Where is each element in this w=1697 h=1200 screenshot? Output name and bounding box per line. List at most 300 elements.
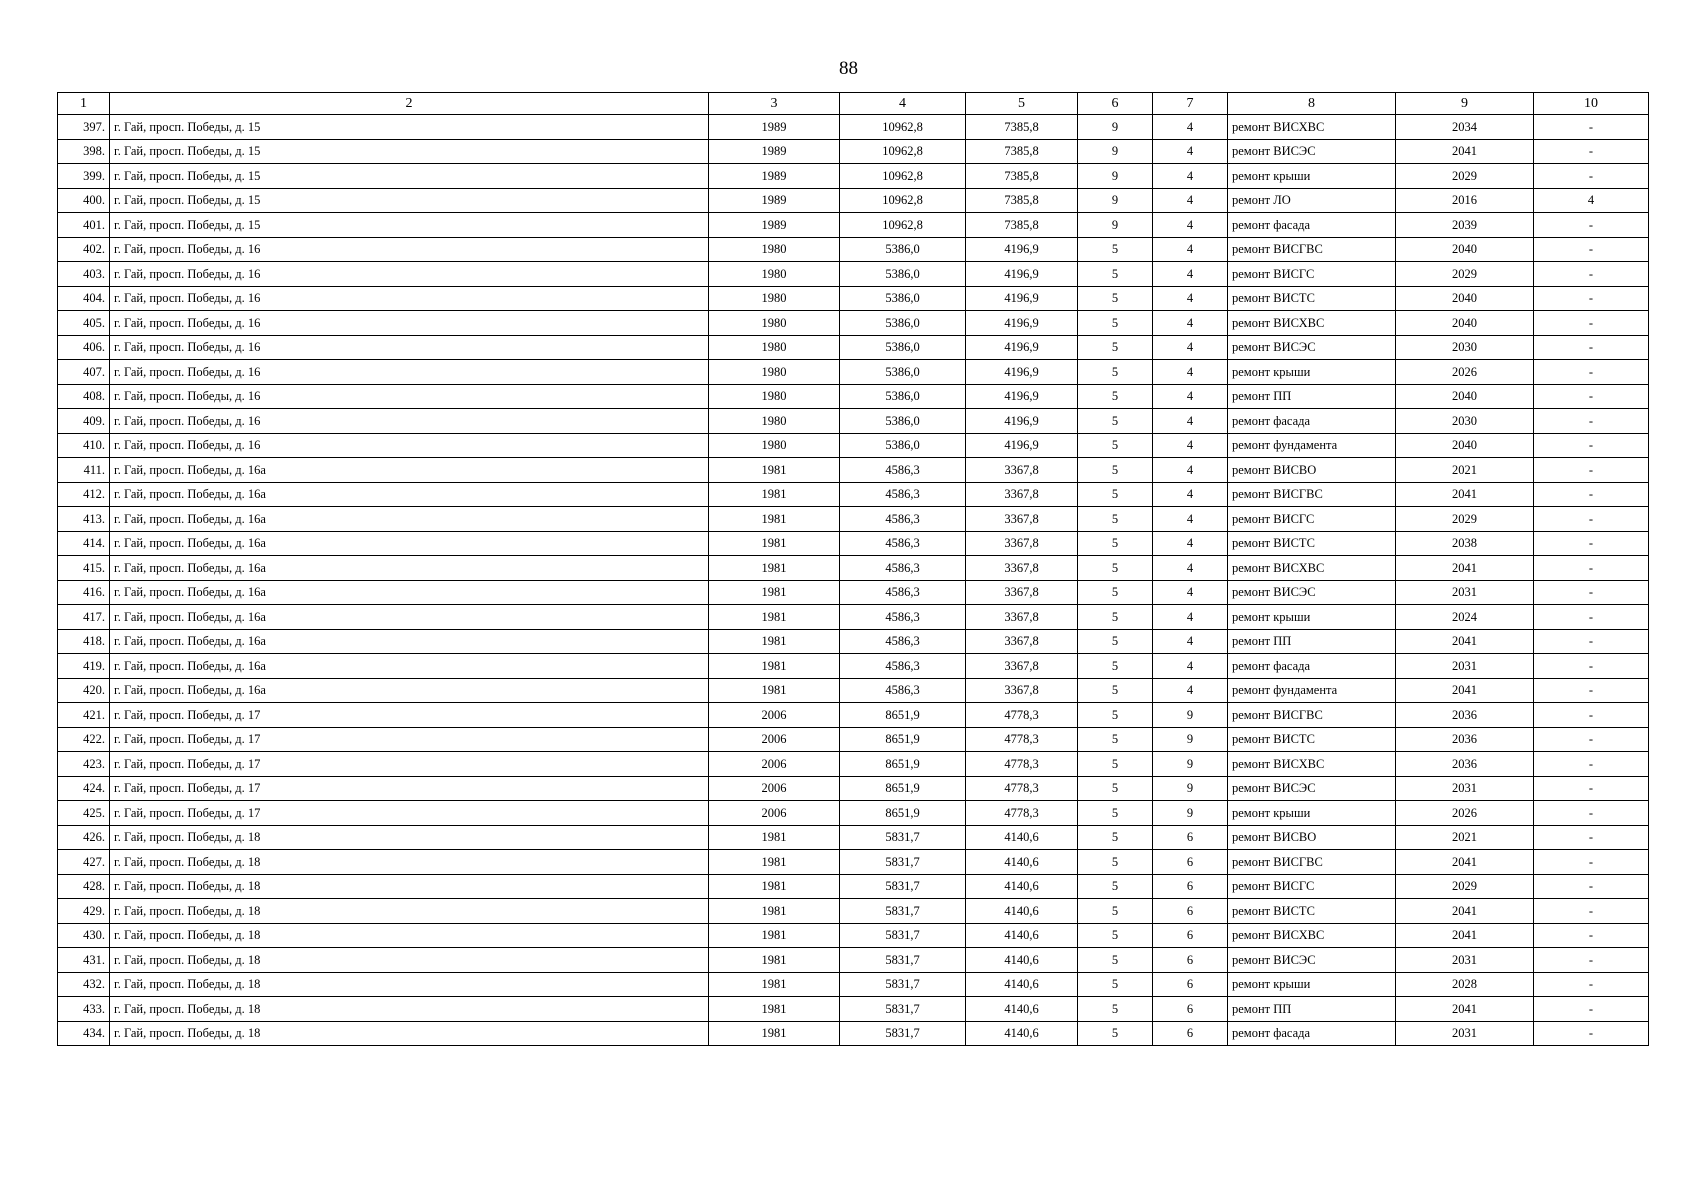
floors-cell: 9 <box>1078 139 1153 164</box>
work-type-cell: ремонт ПП <box>1228 629 1396 654</box>
planned-year-cell: 2031 <box>1396 580 1534 605</box>
year-cell: 1981 <box>709 997 840 1022</box>
living-area-cell: 3367,8 <box>966 531 1078 556</box>
note-cell: - <box>1534 825 1649 850</box>
note-cell: - <box>1534 482 1649 507</box>
entrances-cell: 4 <box>1153 409 1228 434</box>
address-cell: г. Гай, просп. Победы, д. 16а <box>110 654 709 679</box>
entrances-cell: 4 <box>1153 654 1228 679</box>
table-row <box>58 164 1649 189</box>
table-row <box>58 972 1649 997</box>
entrances-cell: 4 <box>1153 139 1228 164</box>
living-area-cell: 4140,6 <box>966 825 1078 850</box>
table-row <box>58 801 1649 826</box>
table-row <box>58 703 1649 728</box>
floors-cell: 5 <box>1078 923 1153 948</box>
address-cell: г. Гай, просп. Победы, д. 17 <box>110 776 709 801</box>
work-type-cell: ремонт ВИСГВС <box>1228 850 1396 875</box>
address-cell: г. Гай, просп. Победы, д. 18 <box>110 923 709 948</box>
living-area-cell: 4778,3 <box>966 727 1078 752</box>
entrances-cell: 4 <box>1153 237 1228 262</box>
work-type-cell: ремонт ВИСГС <box>1228 507 1396 532</box>
floors-cell: 5 <box>1078 458 1153 483</box>
floors-cell: 5 <box>1078 899 1153 924</box>
total-area-cell: 4586,3 <box>840 458 966 483</box>
year-cell: 1981 <box>709 678 840 703</box>
address-cell: г. Гай, просп. Победы, д. 16а <box>110 458 709 483</box>
row-number-cell: 418. <box>58 629 110 654</box>
note-cell: - <box>1534 115 1649 140</box>
total-area-cell: 8651,9 <box>840 703 966 728</box>
entrances-cell: 4 <box>1153 629 1228 654</box>
floors-cell: 5 <box>1078 850 1153 875</box>
work-type-cell: ремонт ВИСТС <box>1228 899 1396 924</box>
address-cell: г. Гай, просп. Победы, д. 16а <box>110 556 709 581</box>
year-cell: 1981 <box>709 948 840 973</box>
note-cell: - <box>1534 237 1649 262</box>
year-cell: 1980 <box>709 262 840 287</box>
planned-year-cell: 2041 <box>1396 482 1534 507</box>
living-area-cell: 4140,6 <box>966 972 1078 997</box>
note-cell: - <box>1534 311 1649 336</box>
work-type-cell: ремонт ВИСГВС <box>1228 237 1396 262</box>
note-cell: - <box>1534 801 1649 826</box>
floors-cell: 9 <box>1078 213 1153 238</box>
planned-year-cell: 2031 <box>1396 776 1534 801</box>
entrances-cell: 6 <box>1153 948 1228 973</box>
total-area-cell: 5831,7 <box>840 899 966 924</box>
total-area-cell: 4586,3 <box>840 605 966 630</box>
address-cell: г. Гай, просп. Победы, д. 16а <box>110 507 709 532</box>
entrances-cell: 6 <box>1153 997 1228 1022</box>
row-number-cell: 424. <box>58 776 110 801</box>
year-cell: 1981 <box>709 556 840 581</box>
year-cell: 2006 <box>709 752 840 777</box>
note-cell: - <box>1534 850 1649 875</box>
year-cell: 1981 <box>709 654 840 679</box>
address-cell: г. Гай, просп. Победы, д. 18 <box>110 850 709 875</box>
work-type-cell: ремонт ВИСХВС <box>1228 311 1396 336</box>
address-cell: г. Гай, просп. Победы, д. 16 <box>110 335 709 360</box>
year-cell: 1981 <box>709 825 840 850</box>
total-area-cell: 4586,3 <box>840 507 966 532</box>
note-cell: - <box>1534 703 1649 728</box>
address-cell: г. Гай, просп. Победы, д. 17 <box>110 752 709 777</box>
work-type-cell: ремонт фундамента <box>1228 678 1396 703</box>
entrances-cell: 4 <box>1153 188 1228 213</box>
floors-cell: 5 <box>1078 727 1153 752</box>
year-cell: 1980 <box>709 335 840 360</box>
floors-cell: 5 <box>1078 482 1153 507</box>
table-row <box>58 335 1649 360</box>
living-area-cell: 4778,3 <box>966 752 1078 777</box>
total-area-cell: 5831,7 <box>840 948 966 973</box>
living-area-cell: 4140,6 <box>966 899 1078 924</box>
row-number-cell: 399. <box>58 164 110 189</box>
floors-cell: 5 <box>1078 507 1153 532</box>
note-cell: - <box>1534 507 1649 532</box>
note-cell: - <box>1534 286 1649 311</box>
year-cell: 1980 <box>709 409 840 434</box>
planned-year-cell: 2041 <box>1396 556 1534 581</box>
address-cell: г. Гай, просп. Победы, д. 17 <box>110 801 709 826</box>
table-body <box>58 93 1649 1046</box>
address-cell: г. Гай, просп. Победы, д. 16 <box>110 433 709 458</box>
note-cell: - <box>1534 384 1649 409</box>
planned-year-cell: 2040 <box>1396 433 1534 458</box>
note-cell: - <box>1534 948 1649 973</box>
table-row <box>58 654 1649 679</box>
planned-year-cell: 2031 <box>1396 654 1534 679</box>
work-type-cell: ремонт ВИСГС <box>1228 874 1396 899</box>
work-type-cell: ремонт ВИСХВС <box>1228 752 1396 777</box>
work-type-cell: ремонт фасада <box>1228 213 1396 238</box>
entrances-cell: 4 <box>1153 605 1228 630</box>
living-area-cell: 4778,3 <box>966 801 1078 826</box>
note-cell: - <box>1534 213 1649 238</box>
note-cell: - <box>1534 629 1649 654</box>
year-cell: 1989 <box>709 115 840 140</box>
table-row <box>58 115 1649 140</box>
planned-year-cell: 2016 <box>1396 188 1534 213</box>
living-area-cell: 4140,6 <box>966 850 1078 875</box>
planned-year-cell: 2029 <box>1396 262 1534 287</box>
year-cell: 1981 <box>709 458 840 483</box>
row-number-cell: 428. <box>58 874 110 899</box>
living-area-cell: 7385,8 <box>966 213 1078 238</box>
total-area-cell: 10962,8 <box>840 139 966 164</box>
address-cell: г. Гай, просп. Победы, д. 16а <box>110 678 709 703</box>
header-cell: 9 <box>1396 93 1534 115</box>
planned-year-cell: 2040 <box>1396 237 1534 262</box>
year-cell: 1981 <box>709 482 840 507</box>
table-row <box>58 311 1649 336</box>
entrances-cell: 4 <box>1153 433 1228 458</box>
floors-cell: 9 <box>1078 164 1153 189</box>
floors-cell: 5 <box>1078 1021 1153 1046</box>
address-cell: г. Гай, просп. Победы, д. 16а <box>110 580 709 605</box>
year-cell: 1980 <box>709 311 840 336</box>
total-area-cell: 5386,0 <box>840 409 966 434</box>
floors-cell: 5 <box>1078 311 1153 336</box>
row-number-cell: 422. <box>58 727 110 752</box>
work-type-cell: ремонт фундамента <box>1228 433 1396 458</box>
table-row <box>58 850 1649 875</box>
year-cell: 2006 <box>709 703 840 728</box>
total-area-cell: 5386,0 <box>840 311 966 336</box>
address-cell: г. Гай, просп. Победы, д. 16 <box>110 237 709 262</box>
note-cell: - <box>1534 262 1649 287</box>
table-row <box>58 556 1649 581</box>
work-type-cell: ремонт крыши <box>1228 360 1396 385</box>
entrances-cell: 6 <box>1153 923 1228 948</box>
table-row <box>58 139 1649 164</box>
table-row <box>58 776 1649 801</box>
header-cell: 2 <box>110 93 709 115</box>
table-row <box>58 948 1649 973</box>
table-row <box>58 433 1649 458</box>
row-number-cell: 423. <box>58 752 110 777</box>
floors-cell: 5 <box>1078 360 1153 385</box>
work-type-cell: ремонт ВИСГС <box>1228 262 1396 287</box>
work-type-cell: ремонт ВИСЭС <box>1228 580 1396 605</box>
address-cell: г. Гай, просп. Победы, д. 16а <box>110 531 709 556</box>
floors-cell: 5 <box>1078 409 1153 434</box>
entrances-cell: 6 <box>1153 972 1228 997</box>
total-area-cell: 8651,9 <box>840 727 966 752</box>
entrances-cell: 9 <box>1153 801 1228 826</box>
year-cell: 2006 <box>709 776 840 801</box>
living-area-cell: 4196,9 <box>966 311 1078 336</box>
floors-cell: 5 <box>1078 678 1153 703</box>
note-cell: - <box>1534 752 1649 777</box>
address-cell: г. Гай, просп. Победы, д. 16 <box>110 409 709 434</box>
living-area-cell: 7385,8 <box>966 139 1078 164</box>
living-area-cell: 3367,8 <box>966 458 1078 483</box>
total-area-cell: 5386,0 <box>840 384 966 409</box>
entrances-cell: 4 <box>1153 360 1228 385</box>
floors-cell: 5 <box>1078 654 1153 679</box>
row-number-cell: 402. <box>58 237 110 262</box>
living-area-cell: 4196,9 <box>966 433 1078 458</box>
entrances-cell: 9 <box>1153 752 1228 777</box>
year-cell: 1981 <box>709 1021 840 1046</box>
table-row <box>58 825 1649 850</box>
row-number-cell: 413. <box>58 507 110 532</box>
address-cell: г. Гай, просп. Победы, д. 18 <box>110 948 709 973</box>
total-area-cell: 5831,7 <box>840 1021 966 1046</box>
living-area-cell: 4196,9 <box>966 335 1078 360</box>
address-cell: г. Гай, просп. Победы, д. 15 <box>110 164 709 189</box>
row-number-cell: 398. <box>58 139 110 164</box>
header-cell: 1 <box>58 93 110 115</box>
address-cell: г. Гай, просп. Победы, д. 16 <box>110 384 709 409</box>
living-area-cell: 7385,8 <box>966 188 1078 213</box>
row-number-cell: 419. <box>58 654 110 679</box>
address-cell: г. Гай, просп. Победы, д. 15 <box>110 188 709 213</box>
row-number-cell: 409. <box>58 409 110 434</box>
row-number-cell: 408. <box>58 384 110 409</box>
table-row <box>58 507 1649 532</box>
table-row <box>58 384 1649 409</box>
planned-year-cell: 2038 <box>1396 531 1534 556</box>
total-area-cell: 5831,7 <box>840 825 966 850</box>
work-type-cell: ремонт ВИСЭС <box>1228 776 1396 801</box>
year-cell: 1989 <box>709 164 840 189</box>
table-row <box>58 629 1649 654</box>
row-number-cell: 415. <box>58 556 110 581</box>
address-cell: г. Гай, просп. Победы, д. 18 <box>110 825 709 850</box>
living-area-cell: 3367,8 <box>966 654 1078 679</box>
year-cell: 2006 <box>709 801 840 826</box>
floors-cell: 5 <box>1078 874 1153 899</box>
floors-cell: 5 <box>1078 580 1153 605</box>
living-area-cell: 7385,8 <box>966 164 1078 189</box>
total-area-cell: 4586,3 <box>840 531 966 556</box>
page-number: 88 <box>839 58 858 79</box>
note-cell: - <box>1534 605 1649 630</box>
note-cell: - <box>1534 458 1649 483</box>
row-number-cell: 417. <box>58 605 110 630</box>
address-cell: г. Гай, просп. Победы, д. 18 <box>110 972 709 997</box>
floors-cell: 5 <box>1078 752 1153 777</box>
total-area-cell: 10962,8 <box>840 213 966 238</box>
entrances-cell: 4 <box>1153 531 1228 556</box>
entrances-cell: 4 <box>1153 115 1228 140</box>
living-area-cell: 3367,8 <box>966 678 1078 703</box>
living-area-cell: 7385,8 <box>966 115 1078 140</box>
entrances-cell: 4 <box>1153 678 1228 703</box>
note-cell: - <box>1534 580 1649 605</box>
living-area-cell: 4196,9 <box>966 360 1078 385</box>
row-number-cell: 427. <box>58 850 110 875</box>
year-cell: 1981 <box>709 531 840 556</box>
table-row <box>58 262 1649 287</box>
table-row <box>58 286 1649 311</box>
table-row <box>58 678 1649 703</box>
total-area-cell: 5831,7 <box>840 997 966 1022</box>
row-number-cell: 426. <box>58 825 110 850</box>
year-cell: 1980 <box>709 433 840 458</box>
address-cell: г. Гай, просп. Победы, д. 16а <box>110 605 709 630</box>
entrances-cell: 6 <box>1153 899 1228 924</box>
table-row <box>58 213 1649 238</box>
total-area-cell: 5831,7 <box>840 874 966 899</box>
floors-cell: 5 <box>1078 825 1153 850</box>
header-cell: 7 <box>1153 93 1228 115</box>
table-row <box>58 727 1649 752</box>
planned-year-cell: 2041 <box>1396 850 1534 875</box>
note-cell: - <box>1534 531 1649 556</box>
total-area-cell: 5386,0 <box>840 262 966 287</box>
floors-cell: 5 <box>1078 703 1153 728</box>
living-area-cell: 4140,6 <box>966 1021 1078 1046</box>
entrances-cell: 6 <box>1153 874 1228 899</box>
entrances-cell: 4 <box>1153 580 1228 605</box>
total-area-cell: 10962,8 <box>840 164 966 189</box>
living-area-cell: 4196,9 <box>966 237 1078 262</box>
row-number-cell: 400. <box>58 188 110 213</box>
work-type-cell: ремонт ВИСГВС <box>1228 703 1396 728</box>
row-number-cell: 410. <box>58 433 110 458</box>
row-number-cell: 404. <box>58 286 110 311</box>
floors-cell: 5 <box>1078 972 1153 997</box>
planned-year-cell: 2041 <box>1396 139 1534 164</box>
floors-cell: 5 <box>1078 335 1153 360</box>
work-type-cell: ремонт ВИСТС <box>1228 531 1396 556</box>
row-number-cell: 421. <box>58 703 110 728</box>
row-number-cell: 397. <box>58 115 110 140</box>
total-area-cell: 4586,3 <box>840 482 966 507</box>
work-type-cell: ремонт ЛО <box>1228 188 1396 213</box>
entrances-cell: 6 <box>1153 1021 1228 1046</box>
entrances-cell: 6 <box>1153 825 1228 850</box>
address-cell: г. Гай, просп. Победы, д. 18 <box>110 997 709 1022</box>
floors-cell: 5 <box>1078 286 1153 311</box>
row-number-cell: 411. <box>58 458 110 483</box>
living-area-cell: 3367,8 <box>966 507 1078 532</box>
table-row <box>58 899 1649 924</box>
work-type-cell: ремонт ВИСЭС <box>1228 948 1396 973</box>
year-cell: 1989 <box>709 188 840 213</box>
entrances-cell: 4 <box>1153 262 1228 287</box>
row-number-cell: 416. <box>58 580 110 605</box>
address-cell: г. Гай, просп. Победы, д. 15 <box>110 115 709 140</box>
total-area-cell: 5386,0 <box>840 237 966 262</box>
note-cell: - <box>1534 972 1649 997</box>
address-cell: г. Гай, просп. Победы, д. 17 <box>110 727 709 752</box>
address-cell: г. Гай, просп. Победы, д. 18 <box>110 1021 709 1046</box>
work-type-cell: ремонт крыши <box>1228 801 1396 826</box>
work-type-cell: ремонт ВИСХВС <box>1228 115 1396 140</box>
living-area-cell: 4140,6 <box>966 997 1078 1022</box>
entrances-cell: 4 <box>1153 507 1228 532</box>
address-cell: г. Гай, просп. Победы, д. 16а <box>110 482 709 507</box>
planned-year-cell: 2041 <box>1396 997 1534 1022</box>
floors-cell: 5 <box>1078 801 1153 826</box>
row-number-cell: 403. <box>58 262 110 287</box>
living-area-cell: 3367,8 <box>966 605 1078 630</box>
entrances-cell: 4 <box>1153 482 1228 507</box>
entrances-cell: 9 <box>1153 727 1228 752</box>
note-cell: - <box>1534 409 1649 434</box>
work-type-cell: ремонт ВИСТС <box>1228 727 1396 752</box>
work-type-cell: ремонт крыши <box>1228 605 1396 630</box>
work-type-cell: ремонт ПП <box>1228 384 1396 409</box>
note-cell: - <box>1534 433 1649 458</box>
note-cell: - <box>1534 556 1649 581</box>
floors-cell: 5 <box>1078 997 1153 1022</box>
floors-cell: 5 <box>1078 556 1153 581</box>
floors-cell: 5 <box>1078 629 1153 654</box>
table-row <box>58 409 1649 434</box>
year-cell: 1981 <box>709 605 840 630</box>
total-area-cell: 5831,7 <box>840 850 966 875</box>
work-type-cell: ремонт ВИСТС <box>1228 286 1396 311</box>
planned-year-cell: 2031 <box>1396 948 1534 973</box>
total-area-cell: 5831,7 <box>840 972 966 997</box>
planned-year-cell: 2040 <box>1396 311 1534 336</box>
planned-year-cell: 2041 <box>1396 923 1534 948</box>
note-cell: - <box>1534 874 1649 899</box>
address-cell: г. Гай, просп. Победы, д. 18 <box>110 899 709 924</box>
entrances-cell: 4 <box>1153 556 1228 581</box>
row-number-cell: 429. <box>58 899 110 924</box>
total-area-cell: 10962,8 <box>840 115 966 140</box>
planned-year-cell: 2029 <box>1396 164 1534 189</box>
year-cell: 1980 <box>709 360 840 385</box>
table-row <box>58 458 1649 483</box>
planned-year-cell: 2029 <box>1396 874 1534 899</box>
floors-cell: 9 <box>1078 188 1153 213</box>
floors-cell: 5 <box>1078 237 1153 262</box>
planned-year-cell: 2036 <box>1396 752 1534 777</box>
address-cell: г. Гай, просп. Победы, д. 16 <box>110 360 709 385</box>
year-cell: 1981 <box>709 899 840 924</box>
entrances-cell: 4 <box>1153 286 1228 311</box>
row-number-cell: 405. <box>58 311 110 336</box>
note-cell: - <box>1534 776 1649 801</box>
total-area-cell: 5831,7 <box>840 923 966 948</box>
year-cell: 1980 <box>709 286 840 311</box>
work-type-cell: ремонт ВИСХВС <box>1228 923 1396 948</box>
work-type-cell: ремонт ВИСЭС <box>1228 139 1396 164</box>
work-type-cell: ремонт фасада <box>1228 409 1396 434</box>
note-cell: - <box>1534 923 1649 948</box>
entrances-cell: 4 <box>1153 335 1228 360</box>
table-row <box>58 580 1649 605</box>
floors-cell: 5 <box>1078 433 1153 458</box>
